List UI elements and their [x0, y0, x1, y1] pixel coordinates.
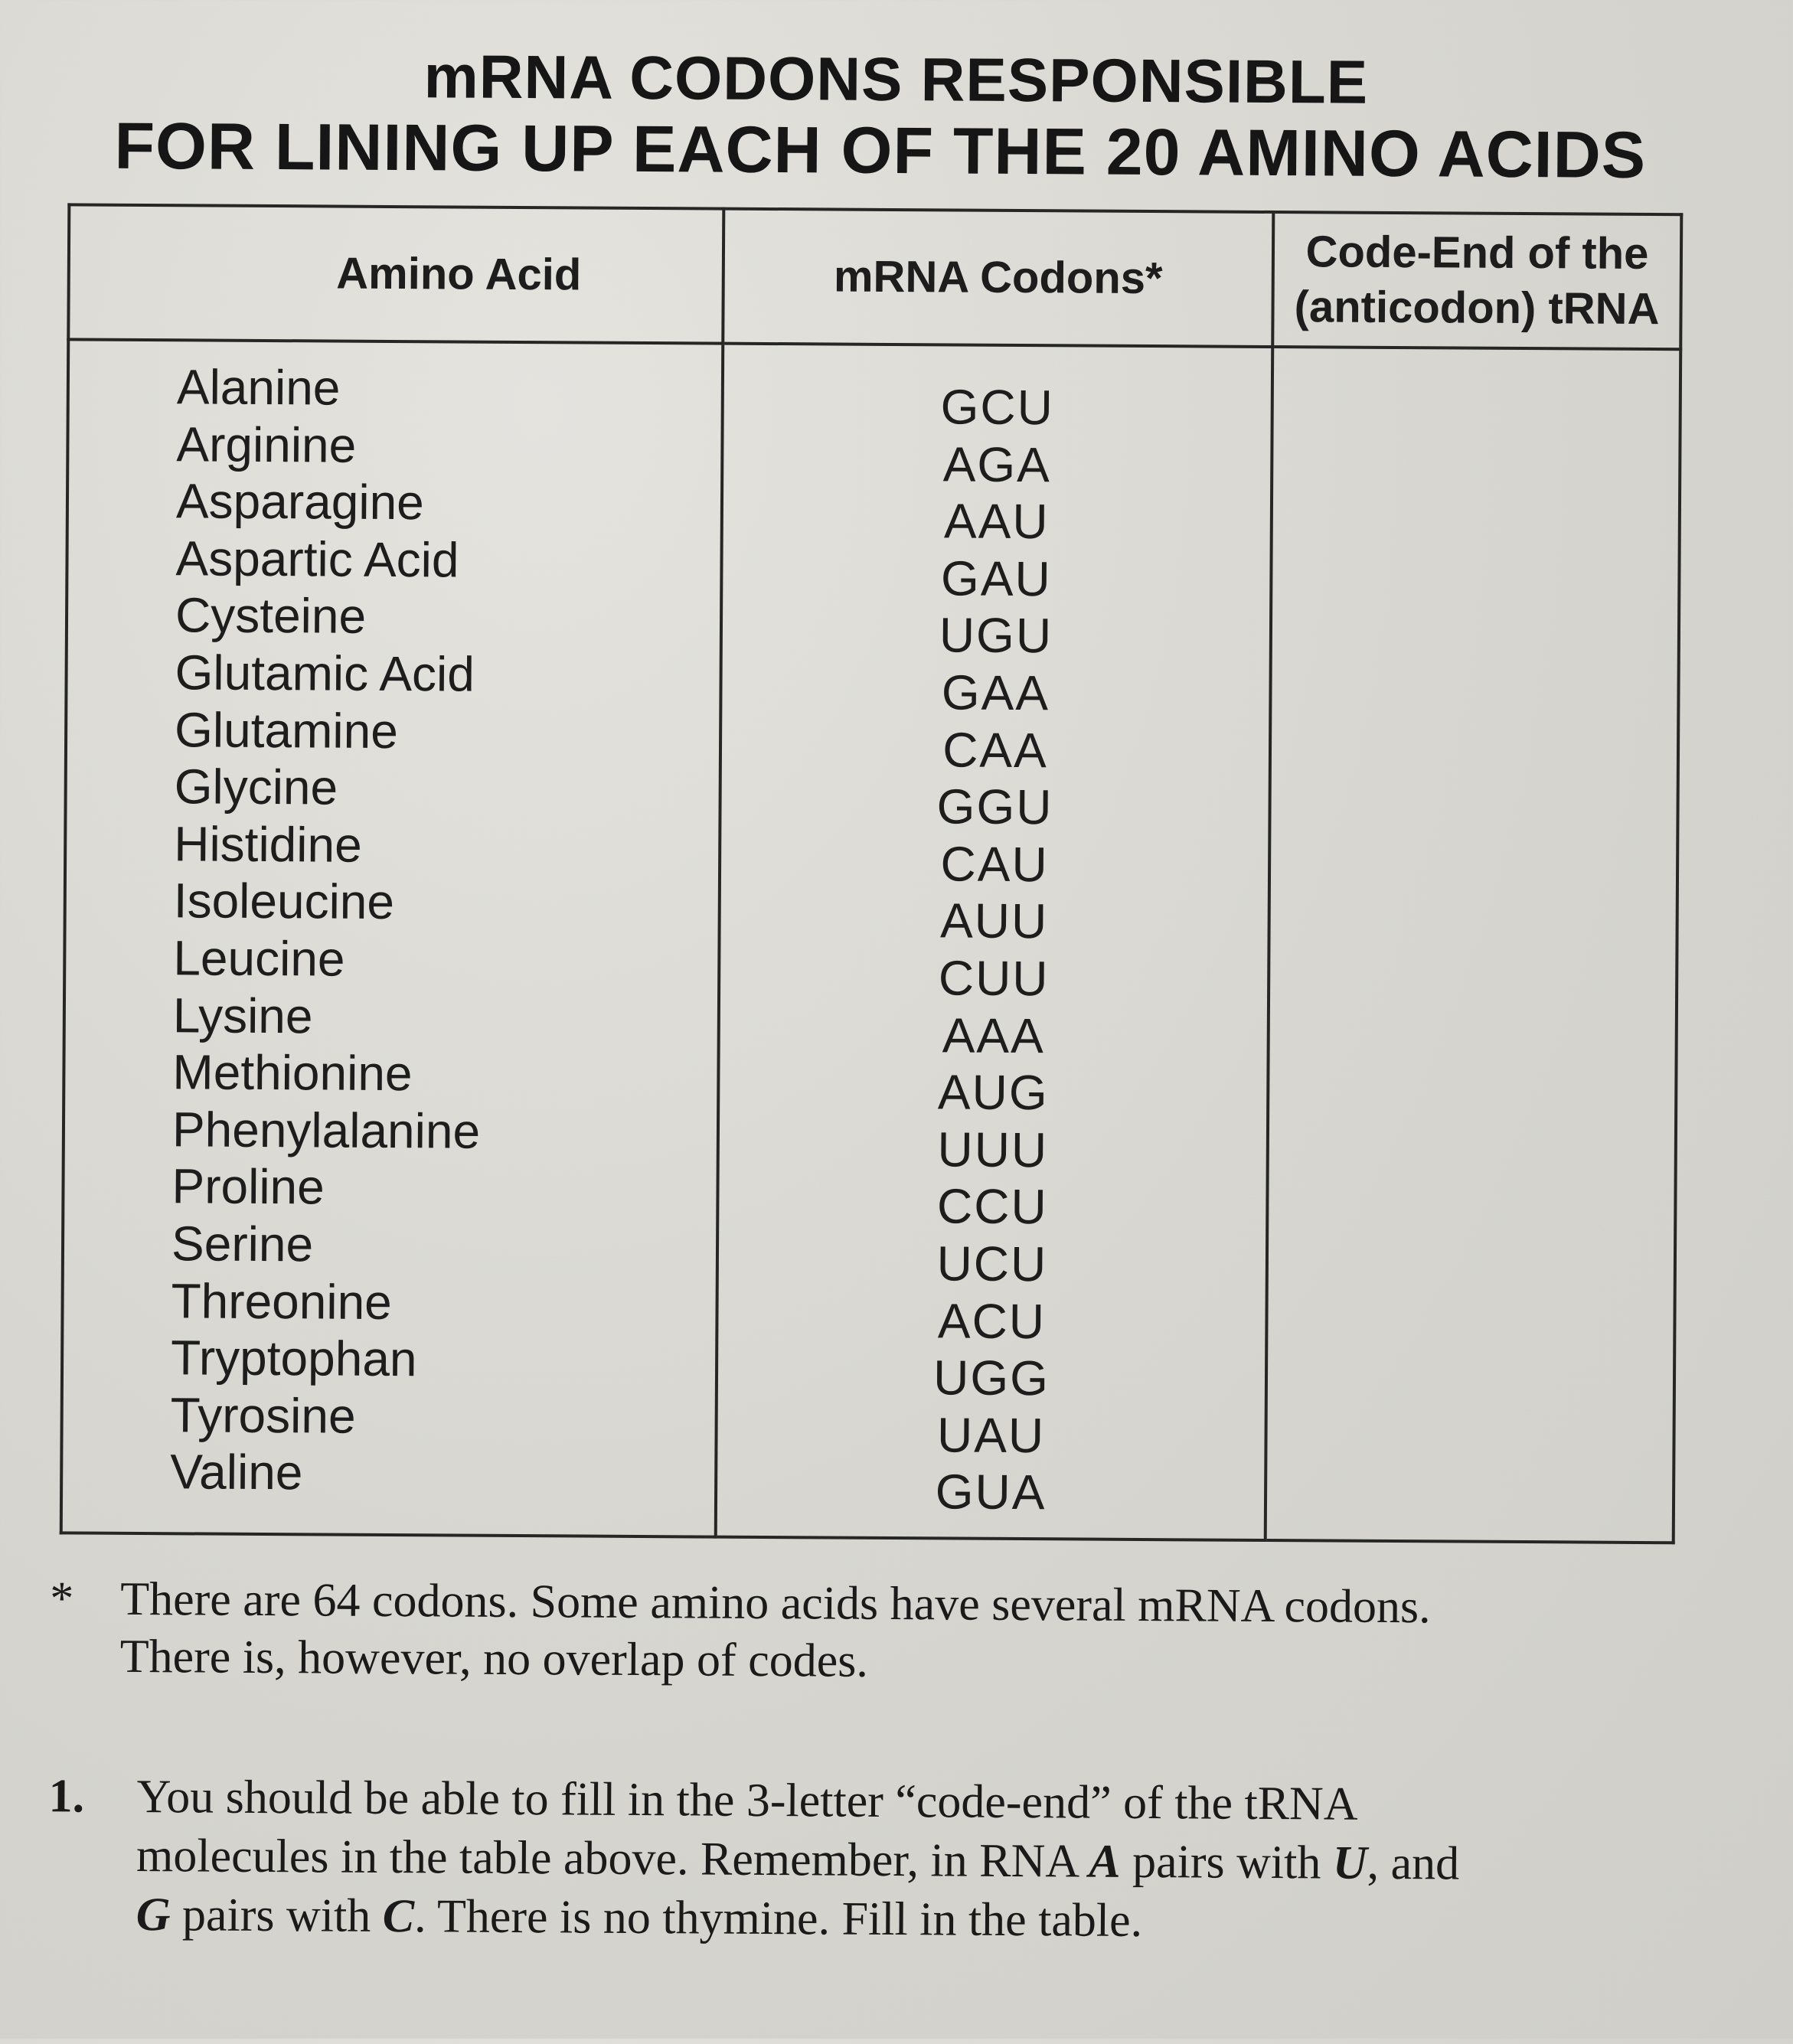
table-header-row	[68, 204, 1681, 349]
header-anticodon-line-1: Code-End of the	[1305, 226, 1649, 279]
title-line-1: mRNA CODONS RESPONSIBLE	[423, 42, 1369, 116]
amino-acid-item: Isoleucine	[173, 873, 395, 930]
codon-table	[60, 203, 1684, 1544]
amino-acid-item: Histidine	[174, 816, 362, 873]
codon-item: UAU	[936, 1407, 1046, 1463]
mrna-codon-column	[716, 344, 1273, 1540]
codon-item: CAU	[940, 836, 1049, 892]
codon-item: UGG	[932, 1350, 1050, 1406]
amino-acid-item: Phenylalanine	[171, 1101, 481, 1159]
amino-acid-item: Alanine	[176, 359, 341, 416]
header-anticodon-line-2: (anticodon) tRNA	[1294, 282, 1660, 335]
codon-item: UCU	[936, 1236, 1048, 1292]
amino-acid-item: Asparagine	[175, 473, 424, 531]
question-line-2-part-a: molecules in the table above. Remember, in RNA	[136, 1829, 1089, 1888]
footnote-line-2: There is, however, no overlap of codes.	[119, 1630, 869, 1687]
codon-item: GGU	[936, 779, 1053, 835]
question-line-2-part-c: , and	[1367, 1837, 1460, 1890]
header-anticodon	[1272, 212, 1681, 349]
codon-item: GCU	[940, 379, 1055, 436]
amino-acid-item: Threonine	[171, 1272, 393, 1330]
title-line-2: FOR LINING UP EACH OF THE 20 AMINO ACIDS	[114, 109, 1647, 192]
question-line-3-part-a: pairs with	[170, 1889, 383, 1942]
base-u: U	[1332, 1837, 1367, 1889]
amino-acid-item: Glutamic Acid	[175, 645, 475, 702]
codon-item: AGA	[942, 436, 1052, 492]
amino-acid-item: Arginine	[176, 416, 357, 473]
amino-acid-item: Glutamine	[174, 701, 399, 759]
footnote	[50, 1570, 1720, 1695]
base-a: A	[1089, 1835, 1121, 1888]
amino-acid-item: Lysine	[172, 987, 313, 1043]
codon-item: GAU	[940, 550, 1052, 607]
codon-list	[717, 377, 1271, 1523]
amino-acid-item: Cysteine	[175, 587, 367, 645]
amino-acid-item: Tyrosine	[170, 1386, 356, 1444]
amino-acid-item: Proline	[171, 1158, 325, 1215]
codon-item: AUG	[937, 1064, 1049, 1121]
amino-acid-item: Leucine	[173, 930, 345, 987]
base-g: G	[136, 1888, 171, 1941]
codon-item: CCU	[936, 1178, 1048, 1235]
question-number: 1.	[48, 1770, 85, 1823]
footnote-marker: *	[50, 1572, 74, 1625]
anticodon-answer-column[interactable]	[1266, 347, 1681, 1543]
question-line-3-part-b: . There is no thymine. Fill in the table.	[413, 1890, 1143, 1948]
amino-acid-column	[61, 339, 723, 1536]
table-body-row	[61, 339, 1680, 1543]
amino-acid-item: Glycine	[174, 759, 338, 815]
codon-item: GUA	[935, 1464, 1047, 1520]
codon-item: UUU	[937, 1122, 1049, 1177]
codon-item: AAU	[943, 493, 1050, 550]
codon-item: UGU	[939, 607, 1053, 664]
header-mrna-codons: mRNA Codons*	[723, 209, 1273, 347]
question-line-2-part-b: pairs with	[1120, 1835, 1334, 1889]
amino-acid-item: Aspartic Acid	[175, 531, 459, 588]
footnote-line-1: There are 64 codons. Some amino acids have several mRNA codons.	[120, 1572, 1431, 1634]
question-1	[47, 1767, 1733, 1954]
question-line-1: You should be able to fill in the 3-letter “code-end” of the tRNA	[136, 1770, 1358, 1830]
amino-acid-item: Serine	[171, 1216, 314, 1272]
amino-acid-item: Tryptophan	[170, 1330, 417, 1387]
codon-item: CAA	[942, 721, 1049, 778]
codon-item: GAA	[941, 664, 1050, 721]
codon-item: CUU	[938, 950, 1050, 1007]
header-amino-acid: Amino Acid	[68, 204, 723, 343]
question-line-2	[136, 1827, 1733, 1895]
codon-item: AAA	[942, 1007, 1045, 1063]
codon-item: AUU	[939, 893, 1049, 949]
amino-acid-list	[170, 358, 485, 1502]
amino-acid-item: Methionine	[172, 1044, 413, 1102]
question-line-3	[136, 1886, 1732, 1954]
amino-acid-item: Valine	[170, 1444, 303, 1500]
codon-item: ACU	[937, 1292, 1047, 1349]
base-c: C	[382, 1889, 415, 1943]
